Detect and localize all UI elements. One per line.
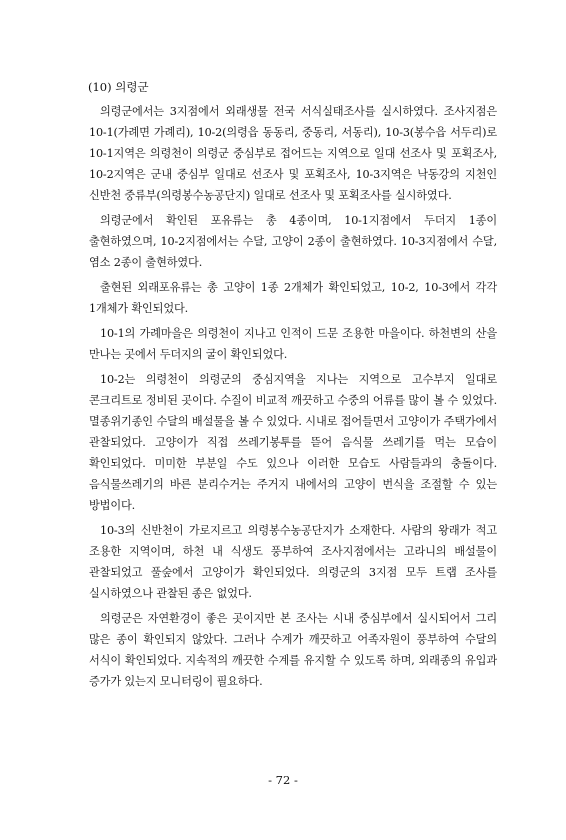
page-number: - 72 - <box>268 773 298 787</box>
paragraph-site-10-3: 10-3의 신반천이 가로지르고 의령봉수농공단지가 소재한다. 사람의 왕래가 적고 조용한 지역이며, 하천 내 식생도 풍부하여 조사지점에서는 고라니의 배설물이 관찰되었고 풀숲에서 고양이가 확인되었다. 의령군의 3지점 모두 트랩 조사를 실시하였으나 관찰된 종은 없었다. <box>89 524 497 600</box>
paragraph-conclusion: 의령군은 자연환경이 좋은 곳이지만 본 조사는 시내 중심부에서 실시되어서 그리 많은 종이 확인되지 않았다. 그러나 수계가 깨끗하고 어족자원이 풍부하여 수달의 서식이 확인되었다. 지속적의 깨끗한 수계를 유지할 수 있도록 하며, 외래종의 유입과 증가가 있는지 모니터링이 필요하다. <box>89 612 497 688</box>
paragraph-mammals-found: 의령군에서 확인된 포유류는 총 4종이며, 10-1지점에서 두더지 1종이 출현하였으며, 10-2지점에서는 수달, 고양이 2종이 출현하였다. 10-3지점에서 수달, 염소 2종이 출현하였다. <box>89 214 497 269</box>
paragraph-alien-mammals: 출현된 외래포유류는 총 고양이 1종 2개체가 확인되었고, 10-2, 10-3에서 각각 1개체가 확인되었다. <box>89 281 497 315</box>
paragraph-survey-overview: 의령군에서는 3지점에서 외래생물 전국 서식실태조사를 실시하였다. 조사지점은 10-1(가례면 가례리), 10-2(의령읍 동동리, 중동리, 서동리), 10-3(봉수읍 서두리)로 10-1지역은 의령천이 의령군 중심부로 접어드는 지역으로 일대 선조사 및 포획조사, 10-2지역은 군내 중심부 일대로 선조사 및 포획조사, 10-3지역은 낙동강의 지천인 신반천 중류부(의령봉수농공단지) 일대로 선조사 및 포획조사를 실시하였다. <box>89 105 497 202</box>
paragraph-site-10-2: 10-2는 의령천이 의령군의 중심지역을 지나는 지역으로 고수부지 일대로 콘크리트로 정비된 곳이다. 수질이 비교적 깨끗하고 수중의 어류를 많이 볼 수 있었다. 멸종위기종인 수달의 배설물을 볼 수 있었다. 시내로 접어들면서 고양이가 주택가에서 관찰되었다. 고양이가 직접 쓰레기봉투를 뜯어 음식물 쓰레기를 먹는 모습이 확인되었다. 미미한 부분일 수도 있으나 이러한 모습도 사람들과의 충돌이다. 음식물쓰레기의 바른 분리수거는 주거지 내에서의 고양이 번식을 조절할 수 있는 방법이다. <box>89 373 497 512</box>
section-heading: (10) 의령군 <box>88 80 149 94</box>
paragraph-site-10-1: 10-1의 가례마을은 의령천이 지나고 인적이 드문 조용한 마을이다. 하천변의 산을 만나는 곳에서 두더지의 굴이 확인되었다. <box>89 327 497 361</box>
body-text <box>89 101 497 696</box>
